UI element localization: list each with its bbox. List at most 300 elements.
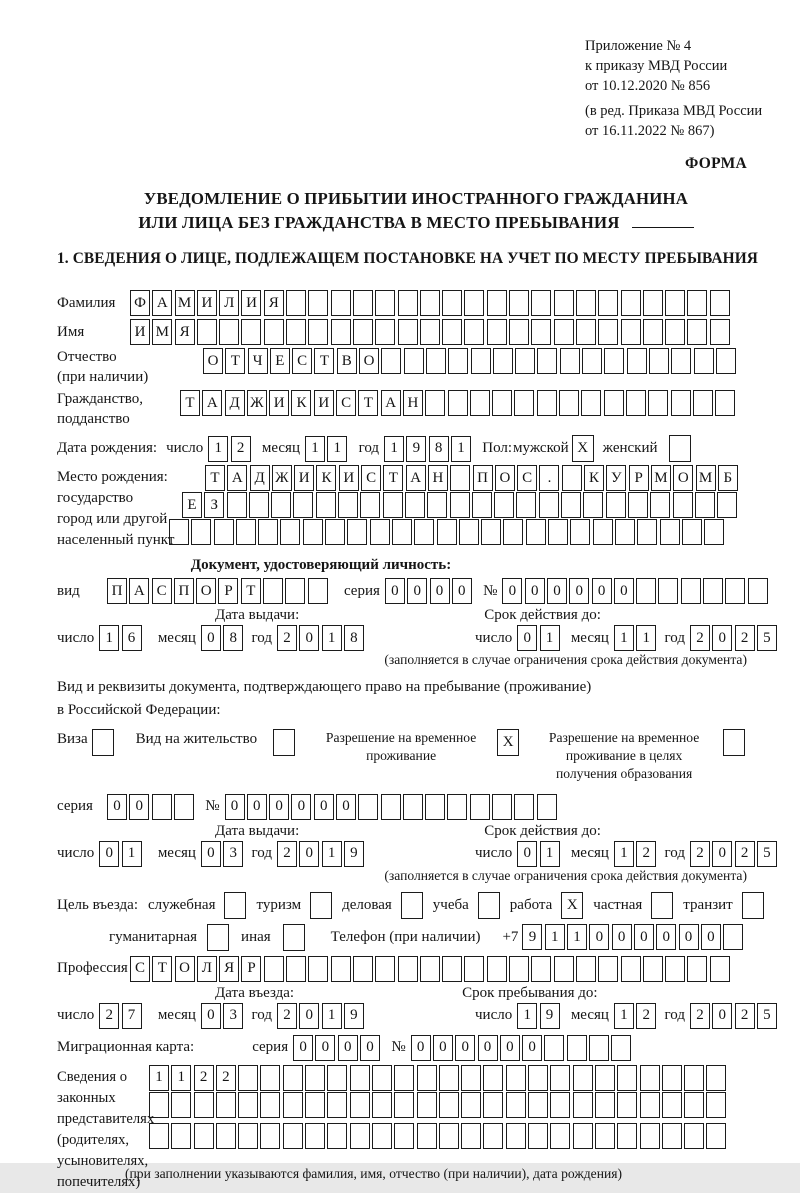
char-box[interactable] bbox=[573, 1092, 593, 1118]
char-box[interactable]: У bbox=[606, 465, 626, 491]
char-box[interactable] bbox=[327, 1123, 347, 1149]
char-box[interactable]: 9 bbox=[344, 1003, 364, 1029]
char-box[interactable]: 1 bbox=[636, 625, 656, 651]
char-box[interactable]: 8 bbox=[429, 436, 449, 462]
temp-residence-checkbox[interactable]: X bbox=[497, 729, 519, 756]
char-box[interactable] bbox=[439, 1065, 459, 1091]
char-box[interactable] bbox=[442, 956, 462, 982]
purpose-business-checkbox[interactable] bbox=[401, 892, 423, 919]
char-box[interactable] bbox=[716, 348, 736, 374]
char-box[interactable] bbox=[595, 1092, 615, 1118]
char-box[interactable] bbox=[531, 956, 551, 982]
char-box[interactable]: 0 bbox=[315, 1035, 335, 1061]
char-box[interactable]: 0 bbox=[712, 841, 732, 867]
char-box[interactable] bbox=[662, 1092, 682, 1118]
char-box[interactable] bbox=[325, 519, 345, 545]
char-box[interactable] bbox=[375, 956, 395, 982]
visa-checkbox[interactable] bbox=[92, 729, 114, 756]
char-box[interactable]: П bbox=[107, 578, 127, 604]
char-box[interactable] bbox=[216, 1123, 236, 1149]
char-box[interactable] bbox=[658, 578, 678, 604]
char-box[interactable] bbox=[439, 1123, 459, 1149]
char-box[interactable] bbox=[509, 290, 529, 316]
char-box[interactable] bbox=[606, 492, 626, 518]
char-box[interactable] bbox=[381, 794, 401, 820]
char-box[interactable] bbox=[617, 1123, 637, 1149]
char-box[interactable] bbox=[626, 390, 646, 416]
char-box[interactable] bbox=[643, 319, 663, 345]
representatives-boxes-row3[interactable] bbox=[149, 1123, 729, 1149]
char-box[interactable] bbox=[394, 1092, 414, 1118]
char-box[interactable] bbox=[665, 319, 685, 345]
char-box[interactable]: И bbox=[269, 390, 289, 416]
char-box[interactable]: Н bbox=[403, 390, 423, 416]
residence-permit-checkbox[interactable] bbox=[273, 729, 295, 756]
char-box[interactable]: 1 bbox=[540, 841, 560, 867]
char-box[interactable] bbox=[531, 290, 551, 316]
char-box[interactable] bbox=[258, 519, 278, 545]
char-box[interactable]: 0 bbox=[291, 794, 311, 820]
entry-day-boxes[interactable] bbox=[99, 1003, 144, 1029]
female-checkbox[interactable] bbox=[669, 435, 691, 462]
char-box[interactable] bbox=[403, 794, 423, 820]
char-box[interactable] bbox=[576, 290, 596, 316]
patronymic-boxes[interactable] bbox=[203, 348, 738, 374]
char-box[interactable]: О bbox=[196, 578, 216, 604]
char-box[interactable] bbox=[283, 1065, 303, 1091]
char-box[interactable] bbox=[420, 290, 440, 316]
char-box[interactable] bbox=[461, 1065, 481, 1091]
char-box[interactable]: 0 bbox=[614, 578, 634, 604]
char-box[interactable] bbox=[662, 1065, 682, 1091]
char-box[interactable] bbox=[308, 956, 328, 982]
char-box[interactable] bbox=[260, 1092, 280, 1118]
permit-issue-year-boxes[interactable] bbox=[277, 841, 366, 867]
char-box[interactable]: Л bbox=[219, 290, 239, 316]
char-box[interactable]: 5 bbox=[757, 625, 777, 651]
char-box[interactable]: 1 bbox=[540, 625, 560, 651]
char-box[interactable]: К bbox=[291, 390, 311, 416]
char-box[interactable]: Ф bbox=[130, 290, 150, 316]
char-box[interactable]: 0 bbox=[612, 924, 632, 950]
char-box[interactable] bbox=[550, 1123, 570, 1149]
char-box[interactable]: 1 bbox=[322, 625, 342, 651]
char-box[interactable]: С bbox=[152, 578, 172, 604]
char-box[interactable] bbox=[358, 794, 378, 820]
char-box[interactable]: 0 bbox=[225, 794, 245, 820]
char-box[interactable]: 1 bbox=[322, 841, 342, 867]
char-box[interactable]: 0 bbox=[517, 625, 537, 651]
char-box[interactable] bbox=[260, 1065, 280, 1091]
char-box[interactable]: И bbox=[294, 465, 314, 491]
char-box[interactable] bbox=[671, 390, 691, 416]
char-box[interactable] bbox=[493, 348, 513, 374]
passport-issue-year-boxes[interactable] bbox=[277, 625, 366, 651]
permit-valid-year-boxes[interactable] bbox=[690, 841, 779, 867]
char-box[interactable]: 1 bbox=[384, 436, 404, 462]
char-box[interactable] bbox=[427, 492, 447, 518]
char-box[interactable]: 3 bbox=[223, 841, 243, 867]
char-box[interactable] bbox=[554, 290, 574, 316]
char-box[interactable] bbox=[560, 348, 580, 374]
char-box[interactable] bbox=[194, 1092, 214, 1118]
char-box[interactable] bbox=[710, 319, 730, 345]
char-box[interactable] bbox=[526, 519, 546, 545]
char-box[interactable] bbox=[238, 1065, 258, 1091]
char-box[interactable]: И bbox=[241, 290, 261, 316]
char-box[interactable] bbox=[447, 794, 467, 820]
char-box[interactable]: М bbox=[696, 465, 716, 491]
char-box[interactable] bbox=[514, 390, 534, 416]
char-box[interactable]: 6 bbox=[122, 625, 142, 651]
char-box[interactable] bbox=[581, 390, 601, 416]
char-box[interactable] bbox=[593, 519, 613, 545]
char-box[interactable] bbox=[464, 956, 484, 982]
char-box[interactable] bbox=[461, 1092, 481, 1118]
char-box[interactable]: 0 bbox=[407, 578, 427, 604]
char-box[interactable]: С bbox=[336, 390, 356, 416]
char-box[interactable]: 1 bbox=[122, 841, 142, 867]
char-box[interactable] bbox=[327, 1065, 347, 1091]
permit-series-boxes[interactable] bbox=[107, 794, 196, 820]
char-box[interactable]: 2 bbox=[99, 1003, 119, 1029]
char-box[interactable] bbox=[506, 1092, 526, 1118]
char-box[interactable] bbox=[398, 319, 418, 345]
char-box[interactable] bbox=[537, 348, 557, 374]
char-box[interactable]: 2 bbox=[216, 1065, 236, 1091]
char-box[interactable] bbox=[671, 348, 691, 374]
char-box[interactable] bbox=[420, 956, 440, 982]
char-box[interactable]: Я bbox=[175, 319, 195, 345]
char-box[interactable]: В bbox=[337, 348, 357, 374]
char-box[interactable] bbox=[437, 519, 457, 545]
char-box[interactable] bbox=[710, 956, 730, 982]
char-box[interactable] bbox=[331, 956, 351, 982]
char-box[interactable]: Т bbox=[314, 348, 334, 374]
char-box[interactable]: 9 bbox=[344, 841, 364, 867]
char-box[interactable] bbox=[305, 1092, 325, 1118]
char-box[interactable]: Ч bbox=[248, 348, 268, 374]
char-box[interactable]: 0 bbox=[502, 578, 522, 604]
char-box[interactable]: 1 bbox=[149, 1065, 169, 1091]
char-box[interactable] bbox=[483, 1092, 503, 1118]
char-box[interactable] bbox=[471, 348, 491, 374]
char-box[interactable] bbox=[398, 290, 418, 316]
char-box[interactable] bbox=[327, 1092, 347, 1118]
char-box[interactable] bbox=[293, 492, 313, 518]
char-box[interactable] bbox=[665, 290, 685, 316]
migration-series-boxes[interactable] bbox=[293, 1035, 382, 1061]
char-box[interactable] bbox=[442, 290, 462, 316]
char-box[interactable]: 0 bbox=[569, 578, 589, 604]
char-box[interactable]: 0 bbox=[433, 1035, 453, 1061]
char-box[interactable]: 8 bbox=[223, 625, 243, 651]
char-box[interactable] bbox=[191, 519, 211, 545]
char-box[interactable] bbox=[338, 492, 358, 518]
char-box[interactable] bbox=[595, 1123, 615, 1149]
char-box[interactable]: 0 bbox=[247, 794, 267, 820]
char-box[interactable] bbox=[570, 519, 590, 545]
char-box[interactable] bbox=[706, 1092, 726, 1118]
char-box[interactable]: К bbox=[584, 465, 604, 491]
char-box[interactable] bbox=[643, 956, 663, 982]
char-box[interactable] bbox=[583, 492, 603, 518]
char-box[interactable] bbox=[372, 1092, 392, 1118]
char-box[interactable] bbox=[448, 390, 468, 416]
char-box[interactable] bbox=[559, 390, 579, 416]
char-box[interactable]: И bbox=[339, 465, 359, 491]
char-box[interactable]: А bbox=[129, 578, 149, 604]
char-box[interactable]: А bbox=[406, 465, 426, 491]
char-box[interactable] bbox=[695, 492, 715, 518]
char-box[interactable] bbox=[694, 348, 714, 374]
char-box[interactable] bbox=[548, 519, 568, 545]
char-box[interactable]: Е bbox=[270, 348, 290, 374]
char-box[interactable] bbox=[308, 578, 328, 604]
char-box[interactable]: 7 bbox=[122, 1003, 142, 1029]
char-box[interactable] bbox=[280, 519, 300, 545]
char-box[interactable]: 1 bbox=[208, 436, 228, 462]
char-box[interactable] bbox=[417, 1123, 437, 1149]
char-box[interactable] bbox=[687, 319, 707, 345]
char-box[interactable] bbox=[660, 519, 680, 545]
birth-place-boxes-row2[interactable] bbox=[182, 492, 739, 518]
char-box[interactable] bbox=[537, 390, 557, 416]
migration-number-boxes[interactable] bbox=[411, 1035, 634, 1061]
char-box[interactable] bbox=[710, 290, 730, 316]
char-box[interactable]: И bbox=[197, 290, 217, 316]
representatives-boxes-row1[interactable] bbox=[149, 1065, 729, 1091]
doc-series-boxes[interactable] bbox=[385, 578, 474, 604]
char-box[interactable]: 2 bbox=[277, 625, 297, 651]
char-box[interactable]: 0 bbox=[522, 1035, 542, 1061]
char-box[interactable]: 0 bbox=[547, 578, 567, 604]
char-box[interactable] bbox=[417, 1092, 437, 1118]
char-box[interactable] bbox=[573, 1065, 593, 1091]
char-box[interactable] bbox=[219, 319, 239, 345]
char-box[interactable]: 1 bbox=[614, 625, 634, 651]
char-box[interactable] bbox=[260, 1123, 280, 1149]
passport-issue-month-boxes[interactable] bbox=[201, 625, 246, 651]
char-box[interactable] bbox=[425, 390, 445, 416]
char-box[interactable]: 2 bbox=[277, 841, 297, 867]
char-box[interactable] bbox=[171, 1123, 191, 1149]
char-box[interactable] bbox=[405, 492, 425, 518]
char-box[interactable] bbox=[539, 492, 559, 518]
char-box[interactable] bbox=[627, 348, 647, 374]
char-box[interactable] bbox=[285, 578, 305, 604]
birth-year-boxes[interactable] bbox=[384, 436, 473, 462]
char-box[interactable]: О bbox=[359, 348, 379, 374]
phone-boxes[interactable] bbox=[522, 924, 745, 950]
char-box[interactable]: Т bbox=[205, 465, 225, 491]
char-box[interactable]: Д bbox=[250, 465, 270, 491]
char-box[interactable] bbox=[487, 956, 507, 982]
char-box[interactable]: А bbox=[152, 290, 172, 316]
char-box[interactable]: И bbox=[314, 390, 334, 416]
char-box[interactable]: 2 bbox=[690, 1003, 710, 1029]
char-box[interactable] bbox=[353, 290, 373, 316]
char-box[interactable] bbox=[417, 1065, 437, 1091]
char-box[interactable] bbox=[648, 390, 668, 416]
char-box[interactable] bbox=[550, 1092, 570, 1118]
char-box[interactable]: 0 bbox=[701, 924, 721, 950]
char-box[interactable]: 0 bbox=[336, 794, 356, 820]
char-box[interactable] bbox=[398, 956, 418, 982]
char-box[interactable]: 9 bbox=[406, 436, 426, 462]
char-box[interactable] bbox=[372, 1123, 392, 1149]
passport-valid-day-boxes[interactable] bbox=[517, 625, 562, 651]
char-box[interactable]: С bbox=[292, 348, 312, 374]
char-box[interactable] bbox=[450, 492, 470, 518]
char-box[interactable]: 0 bbox=[299, 841, 319, 867]
char-box[interactable] bbox=[687, 290, 707, 316]
char-box[interactable]: 0 bbox=[338, 1035, 358, 1061]
char-box[interactable] bbox=[589, 1035, 609, 1061]
char-box[interactable] bbox=[394, 1123, 414, 1149]
char-box[interactable] bbox=[509, 956, 529, 982]
char-box[interactable] bbox=[528, 1092, 548, 1118]
char-box[interactable] bbox=[665, 956, 685, 982]
char-box[interactable] bbox=[528, 1065, 548, 1091]
entry-year-boxes[interactable] bbox=[277, 1003, 366, 1029]
char-box[interactable]: Т bbox=[152, 956, 172, 982]
char-box[interactable] bbox=[636, 578, 656, 604]
char-box[interactable] bbox=[492, 390, 512, 416]
char-box[interactable] bbox=[598, 956, 618, 982]
char-box[interactable]: Н bbox=[428, 465, 448, 491]
char-box[interactable] bbox=[598, 319, 618, 345]
char-box[interactable]: 0 bbox=[430, 578, 450, 604]
char-box[interactable] bbox=[331, 290, 351, 316]
char-box[interactable]: 2 bbox=[231, 436, 251, 462]
name-boxes[interactable] bbox=[130, 319, 732, 345]
char-box[interactable] bbox=[515, 348, 535, 374]
char-box[interactable] bbox=[214, 519, 234, 545]
char-box[interactable] bbox=[216, 1092, 236, 1118]
char-box[interactable] bbox=[649, 348, 669, 374]
char-box[interactable]: 9 bbox=[522, 924, 542, 950]
char-box[interactable] bbox=[573, 1123, 593, 1149]
char-box[interactable] bbox=[350, 1092, 370, 1118]
char-box[interactable]: 0 bbox=[129, 794, 149, 820]
char-box[interactable] bbox=[561, 492, 581, 518]
stay-day-boxes[interactable] bbox=[517, 1003, 562, 1029]
char-box[interactable] bbox=[723, 924, 743, 950]
char-box[interactable] bbox=[617, 1065, 637, 1091]
char-box[interactable] bbox=[715, 390, 735, 416]
temp-residence-education-checkbox[interactable] bbox=[723, 729, 745, 756]
char-box[interactable] bbox=[643, 290, 663, 316]
char-box[interactable] bbox=[375, 290, 395, 316]
char-box[interactable] bbox=[372, 1065, 392, 1091]
char-box[interactable] bbox=[684, 1123, 704, 1149]
char-box[interactable]: С bbox=[361, 465, 381, 491]
char-box[interactable] bbox=[598, 290, 618, 316]
char-box[interactable]: П bbox=[473, 465, 493, 491]
char-box[interactable] bbox=[459, 519, 479, 545]
char-box[interactable]: 0 bbox=[107, 794, 127, 820]
birth-place-boxes-row1[interactable] bbox=[205, 465, 740, 491]
doc-type-boxes[interactable] bbox=[107, 578, 330, 604]
char-box[interactable] bbox=[308, 290, 328, 316]
char-box[interactable] bbox=[303, 519, 323, 545]
char-box[interactable] bbox=[305, 1123, 325, 1149]
char-box[interactable] bbox=[481, 519, 501, 545]
char-box[interactable]: 0 bbox=[201, 1003, 221, 1029]
char-box[interactable]: 1 bbox=[322, 1003, 342, 1029]
char-box[interactable] bbox=[194, 1123, 214, 1149]
char-box[interactable] bbox=[562, 465, 582, 491]
birth-day-boxes[interactable] bbox=[208, 436, 253, 462]
char-box[interactable] bbox=[615, 519, 635, 545]
permit-valid-day-boxes[interactable] bbox=[517, 841, 562, 867]
char-box[interactable]: 0 bbox=[712, 1003, 732, 1029]
char-box[interactable] bbox=[650, 492, 670, 518]
char-box[interactable]: 0 bbox=[455, 1035, 475, 1061]
char-box[interactable]: 0 bbox=[201, 625, 221, 651]
char-box[interactable]: 0 bbox=[201, 841, 221, 867]
char-box[interactable]: Ж bbox=[272, 465, 292, 491]
char-box[interactable] bbox=[264, 956, 284, 982]
char-box[interactable] bbox=[347, 519, 367, 545]
char-box[interactable]: 1 bbox=[99, 625, 119, 651]
char-box[interactable] bbox=[439, 1092, 459, 1118]
char-box[interactable]: 8 bbox=[344, 625, 364, 651]
char-box[interactable] bbox=[617, 1092, 637, 1118]
char-box[interactable] bbox=[717, 492, 737, 518]
char-box[interactable]: Ж bbox=[247, 390, 267, 416]
char-box[interactable] bbox=[464, 319, 484, 345]
char-box[interactable]: 0 bbox=[314, 794, 334, 820]
char-box[interactable] bbox=[704, 519, 724, 545]
char-box[interactable] bbox=[706, 1123, 726, 1149]
char-box[interactable] bbox=[582, 348, 602, 374]
char-box[interactable]: 0 bbox=[525, 578, 545, 604]
char-box[interactable] bbox=[316, 492, 336, 518]
char-box[interactable]: Е bbox=[182, 492, 202, 518]
citizenship-boxes[interactable] bbox=[180, 390, 737, 416]
char-box[interactable] bbox=[640, 1065, 660, 1091]
purpose-humanitarian-checkbox[interactable] bbox=[207, 924, 229, 951]
char-box[interactable]: Д bbox=[225, 390, 245, 416]
char-box[interactable] bbox=[394, 1065, 414, 1091]
char-box[interactable]: Т bbox=[358, 390, 378, 416]
char-box[interactable]: 0 bbox=[452, 578, 472, 604]
char-box[interactable] bbox=[350, 1065, 370, 1091]
purpose-tourism-checkbox[interactable] bbox=[310, 892, 332, 919]
purpose-private-checkbox[interactable] bbox=[651, 892, 673, 919]
char-box[interactable]: 9 bbox=[540, 1003, 560, 1029]
char-box[interactable] bbox=[283, 1123, 303, 1149]
char-box[interactable] bbox=[152, 794, 172, 820]
char-box[interactable]: 0 bbox=[411, 1035, 431, 1061]
char-box[interactable] bbox=[681, 578, 701, 604]
char-box[interactable] bbox=[748, 578, 768, 604]
char-box[interactable]: 1 bbox=[517, 1003, 537, 1029]
char-box[interactable] bbox=[350, 1123, 370, 1149]
purpose-work-checkbox[interactable]: X bbox=[561, 892, 583, 919]
char-box[interactable] bbox=[637, 519, 657, 545]
char-box[interactable] bbox=[506, 1065, 526, 1091]
char-box[interactable] bbox=[174, 794, 194, 820]
char-box[interactable] bbox=[516, 492, 536, 518]
char-box[interactable]: З bbox=[204, 492, 224, 518]
char-box[interactable]: О bbox=[495, 465, 515, 491]
char-box[interactable]: 0 bbox=[712, 625, 732, 651]
char-box[interactable]: 0 bbox=[299, 1003, 319, 1029]
char-box[interactable]: Р bbox=[218, 578, 238, 604]
